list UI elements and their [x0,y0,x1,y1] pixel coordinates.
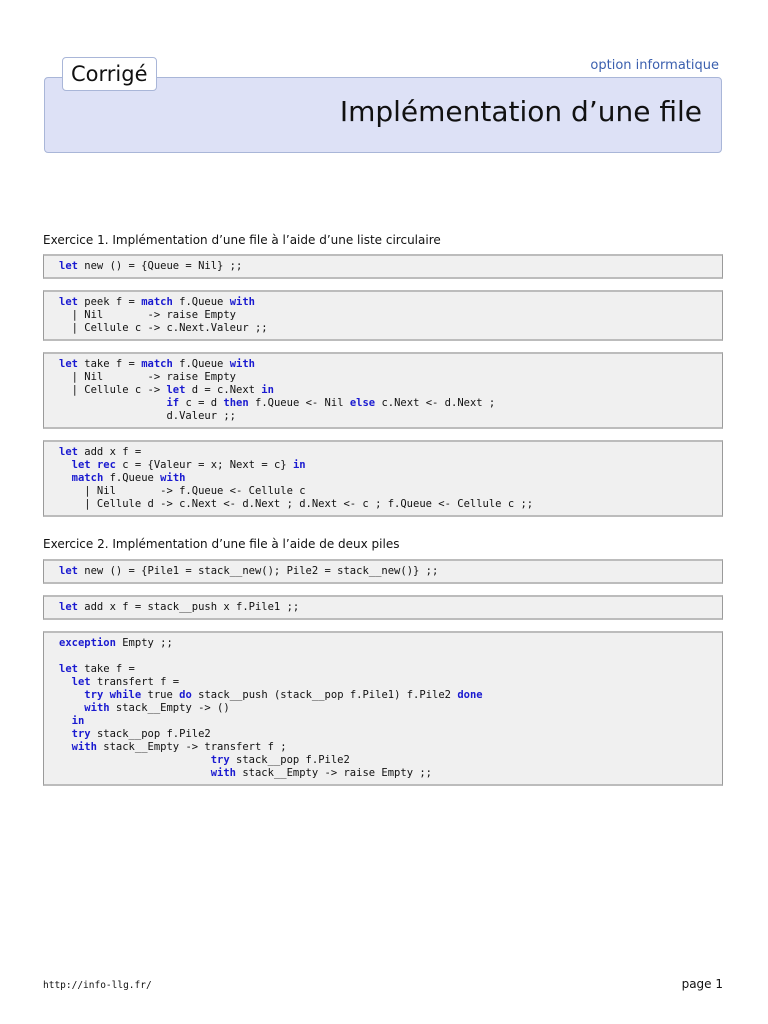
code-text: let add x f = stack__push x f.Pile1 ;; [59,601,300,613]
code-keyword: while [109,689,142,701]
code-keyword: let [59,260,78,272]
code-text: let add x f = let rec c = {Valeur = x; Next = c} in match f.Queue with | Nil -> f.Queue <- Cellule c | Cellule d -> c.Next <- d.Next ; d.Next <- c ; f.Queue <- Cellule c ;; [59,446,534,510]
footer-url: http://info-llg.fr/ [43,980,152,991]
code-keyword: try [210,754,230,766]
page-number: page 1 [681,977,723,991]
code-keyword: exception [59,637,116,649]
code-text: let take f = match f.Queue with | Nil -> raise Empty | Cellule c -> let d = c.Next in if c = d then f.Queue <- Nil else c.Next <- d.Next ; d.Valeur ;; [59,358,496,422]
code-keyword: match [141,296,173,308]
code-keyword: let [59,296,78,308]
code-block [43,559,723,584]
code-keyword: let [59,565,78,577]
code-keyword: with [229,296,255,308]
code-keyword: let [71,676,91,688]
corrige-tag: Corrigé [62,57,157,91]
code-keyword: let [71,459,91,471]
code-keyword: let [59,358,78,370]
code-keyword: else [349,397,376,409]
code-keyword: match [71,472,104,484]
code-keyword: try [84,689,104,701]
code-keyword: rec [96,459,116,471]
code-keyword: with [160,472,186,484]
code-keyword: do [179,689,192,701]
code-keyword: if [166,397,180,409]
code-text: let peek f = match f.Queue with | Nil -> raise Empty | Cellule c -> c.Next.Valeur ;; [59,296,268,334]
code-keyword: with [210,767,237,779]
exercise-1-heading: Exercice 1. Implémentation d’une file à l’aide d’une liste circulaire [43,233,441,247]
code-keyword: let [166,384,186,396]
code-block [43,290,723,341]
code-keyword: in [71,715,85,727]
code-keyword: try [71,728,91,740]
code-keyword: with [229,358,255,370]
page-title: Implémentation d’une file [339,95,702,128]
code-block [43,440,723,517]
exercise-2-heading: Exercice 2. Implémentation d’une file à l’aide de deux piles [43,537,400,551]
code-block [43,254,723,279]
code-keyword: in [261,384,274,396]
code-block [43,352,723,429]
code-text: let new () = {Queue = Nil} ;; [59,260,243,272]
code-keyword: let [59,663,78,675]
code-keyword: let [59,446,78,458]
subject-label: option informatique [590,58,719,73]
code-keyword: let [59,601,78,613]
code-block [43,631,723,786]
code-keyword: with [71,741,97,753]
code-text: let new () = {Pile1 = stack__new(); Pile2 = stack__new()} ;; [59,565,439,577]
code-keyword: with [84,702,110,714]
code-keyword: match [141,358,173,370]
code-keyword: then [223,397,249,409]
code-block [43,595,723,620]
code-keyword: in [292,459,306,471]
code-text: exception Empty ;; let take f = let transfert f = try while true do stack__push (stack__pop f.Pile1) f.Pile2 done with stack__Empty -> () in try stack__pop f.Pile2 with stack__Empty -> transfert f ; try stack__pop f.Pile2 with stack__Empty -> raise Empty ;; [59,637,483,779]
code-keyword: done [457,689,483,701]
